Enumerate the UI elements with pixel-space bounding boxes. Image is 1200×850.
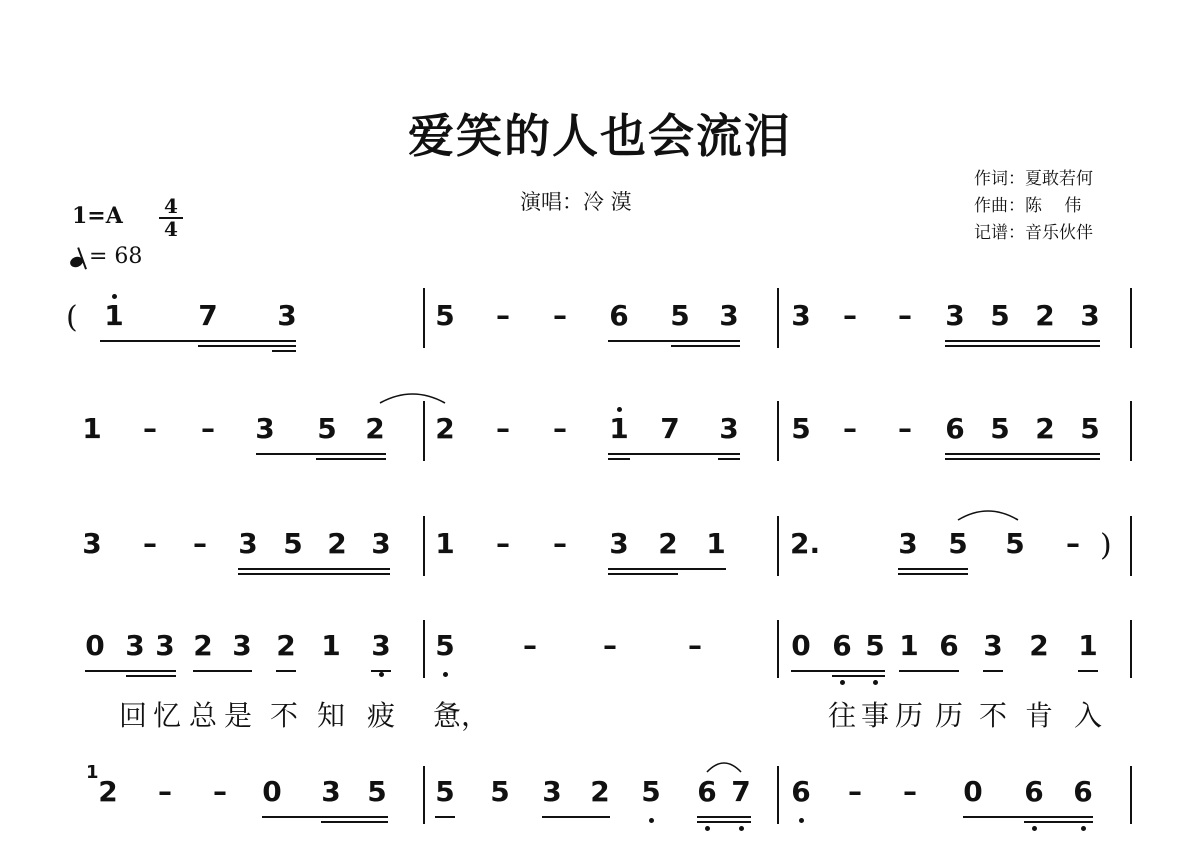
barline [777, 516, 779, 576]
jianpu-note: 0 [85, 629, 105, 662]
jianpu-note: 5 [435, 775, 455, 808]
jianpu-note: 5 [435, 299, 455, 332]
jianpu-note: 3 [371, 527, 391, 560]
jianpu-note: 3 [238, 527, 258, 560]
underline-beam [262, 816, 388, 818]
jianpu-note: – [903, 775, 917, 808]
jianpu-note: 3 [232, 629, 252, 662]
jianpu-note: – [523, 629, 537, 662]
jianpu-note: 3 [719, 299, 739, 332]
singer-credit: 演唱：冷 漠 [520, 190, 632, 214]
time-signature [158, 196, 184, 240]
meter-top: 4 [164, 194, 178, 218]
quarter-note-icon [69, 255, 85, 269]
lyric-char: 事 [861, 699, 890, 732]
underline-beam [697, 821, 751, 823]
jianpu-note: 2 [658, 527, 678, 560]
octave-dot-high [617, 407, 622, 412]
underline-beam [832, 675, 885, 677]
lyric-char: 惫， [433, 699, 490, 732]
octave-dot-low [739, 826, 744, 831]
underline-beam [272, 350, 296, 352]
jianpu-note: 3 [82, 527, 102, 560]
jianpu-note: 6 [939, 629, 959, 662]
jianpu-note: – [496, 527, 510, 560]
jianpu-note: 3 [898, 527, 918, 560]
jianpu-note: 1 [82, 412, 102, 445]
octave-dot-low [443, 672, 448, 677]
credits-block [974, 166, 1093, 247]
barline [1130, 766, 1132, 824]
underline-beam [608, 573, 678, 575]
meter-bottom: 4 [164, 217, 178, 241]
underline-beam [671, 345, 740, 347]
lyricist-credit: 作词：夏敢若何 [974, 169, 1093, 189]
jianpu-note: 5 [1080, 412, 1100, 445]
tempo-marking [70, 244, 142, 269]
octave-dot-low [379, 672, 384, 677]
underline-beam [608, 453, 740, 455]
underline-beam [697, 816, 751, 818]
jianpu-note: 1 [609, 412, 629, 445]
underline-beam [791, 670, 885, 672]
octave-dot-low [705, 826, 710, 831]
jianpu-note: 3 [791, 299, 811, 332]
lyric-char: 入 [1074, 699, 1103, 732]
underline-beam [963, 816, 1093, 818]
jianpu-note: 3 [371, 629, 391, 662]
lyric-char: 历 [895, 699, 924, 732]
jianpu-note: 2 [590, 775, 610, 808]
jianpu-note: – [843, 412, 857, 445]
lyric-char: 不 [270, 699, 299, 732]
jianpu-note: 2. [790, 527, 821, 560]
jianpu-note: – [496, 412, 510, 445]
jianpu-note: – [553, 299, 567, 332]
octave-dot-low [649, 818, 654, 823]
underline-beam [100, 340, 296, 342]
jianpu-note: – [213, 775, 227, 808]
underline-beam [435, 816, 455, 818]
jianpu-note: – [158, 775, 172, 808]
underline-beam [1024, 821, 1093, 823]
underline-beam [608, 340, 740, 342]
jianpu-note: 2 [1035, 412, 1055, 445]
octave-dot-low [799, 818, 804, 823]
jianpu-note: – [193, 527, 207, 560]
jianpu-note: 3 [983, 629, 1003, 662]
slur-tie [958, 506, 1018, 520]
barline [777, 401, 779, 461]
jianpu-note: 1 [321, 629, 341, 662]
jianpu-note: 2 [327, 527, 347, 560]
lyric-char: 肯 [1025, 699, 1054, 732]
song-title: 爱笑的人也会流泪 [408, 109, 792, 163]
jianpu-note: 5 [990, 299, 1010, 332]
octave-dot-high [112, 294, 117, 299]
jianpu-note: 3 [719, 412, 739, 445]
jianpu-note: 3 [945, 299, 965, 332]
underline-beam [321, 821, 388, 823]
jianpu-note: 2 [98, 775, 118, 808]
jianpu-note: 1 [1078, 629, 1098, 662]
jianpu-note: 0 [963, 775, 983, 808]
barline [777, 766, 779, 824]
composer-credit: 作曲：陈 伟 [974, 196, 1082, 216]
jianpu-note: 0 [262, 775, 282, 808]
jianpu-note: – [1066, 527, 1080, 560]
jianpu-note: 3 [609, 527, 629, 560]
jianpu-note: 3 [321, 775, 341, 808]
jianpu-note: 6 [1024, 775, 1044, 808]
jianpu-note: 5 [990, 412, 1010, 445]
slur-tie [380, 389, 445, 403]
jianpu-note: 3 [155, 629, 175, 662]
jianpu-note: – [843, 299, 857, 332]
jianpu-note: 6 [609, 299, 629, 332]
underline-beam [198, 345, 296, 347]
jianpu-note: 5 [317, 412, 337, 445]
underline-beam [542, 816, 610, 818]
jianpu-note: 3 [125, 629, 145, 662]
barline [423, 620, 425, 678]
jianpu-note: 7 [731, 775, 751, 808]
barline [1130, 516, 1132, 576]
underline-beam [898, 568, 968, 570]
underline-beam [608, 458, 630, 460]
barline [423, 516, 425, 576]
notation-credit: 记谱：音乐伙伴 [974, 223, 1093, 243]
underline-beam [898, 573, 968, 575]
barline [777, 288, 779, 348]
lyric-char: 不 [979, 699, 1008, 732]
jianpu-note: 6 [697, 775, 717, 808]
jianpu-note: – [603, 629, 617, 662]
jianpu-note: – [898, 412, 912, 445]
jianpu-note: 5 [1005, 527, 1025, 560]
lyric-char: 历 [935, 699, 964, 732]
barline [423, 401, 425, 461]
jianpu-note: 2 [193, 629, 213, 662]
underline-beam [316, 458, 386, 460]
jianpu-note: 5 [791, 412, 811, 445]
jianpu-note: 1 [899, 629, 919, 662]
underline-beam [983, 670, 1003, 672]
underline-beam [256, 453, 386, 455]
key-signature: 1=A [72, 203, 123, 229]
jianpu-note: – [553, 527, 567, 560]
jianpu-note: 2 [1035, 299, 1055, 332]
barline [1130, 288, 1132, 348]
barline [423, 766, 425, 824]
underline-beam [371, 670, 391, 672]
open-parenthesis: ( [66, 300, 78, 335]
jianpu-note: – [201, 412, 215, 445]
jianpu-note: 6 [1073, 775, 1093, 808]
underline-beam [276, 670, 296, 672]
jianpu-note: 3 [542, 775, 562, 808]
lyric-char: 知 [317, 699, 346, 732]
jianpu-note: 1 [435, 527, 455, 560]
underline-beam [899, 670, 959, 672]
lyric-char: 疲 [367, 699, 396, 732]
jianpu-note: 6 [832, 629, 852, 662]
jianpu-note: – [496, 299, 510, 332]
jianpu-note: 5 [670, 299, 690, 332]
lyric-char: 回 [119, 699, 148, 732]
jianpu-note: 5 [948, 527, 968, 560]
jianpu-note: 5 [435, 629, 455, 662]
octave-dot-low [840, 680, 845, 685]
underline-beam [238, 568, 390, 570]
barline [1130, 620, 1132, 678]
jianpu-note: 3 [255, 412, 275, 445]
jianpu-note: – [898, 299, 912, 332]
underline-beam [718, 458, 740, 460]
jianpu-note: 7 [660, 412, 680, 445]
lyric-char: 是 [224, 699, 253, 732]
underline-beam [945, 345, 1100, 347]
barline [1130, 401, 1132, 461]
underline-beam [238, 573, 390, 575]
jianpu-note: 5 [283, 527, 303, 560]
jianpu-note: 2 [435, 412, 455, 445]
octave-dot-low [1032, 826, 1037, 831]
jianpu-note: 6 [945, 412, 965, 445]
jianpu-note: 5 [865, 629, 885, 662]
jianpu-note: 1 [706, 527, 726, 560]
slur-tie [707, 758, 741, 772]
jianpu-note: 5 [641, 775, 661, 808]
jianpu-note: 1 [104, 299, 124, 332]
underline-beam [1078, 670, 1098, 672]
jianpu-note: – [688, 629, 702, 662]
grace-note: 1 [86, 762, 99, 783]
lyric-char: 忆 [153, 699, 182, 732]
jianpu-note: 3 [277, 299, 297, 332]
close-parenthesis: ) [1100, 528, 1112, 563]
jianpu-note: 5 [490, 775, 510, 808]
jianpu-note: 2 [276, 629, 296, 662]
octave-dot-low [1081, 826, 1086, 831]
underline-beam [85, 670, 176, 672]
jianpu-note: – [143, 412, 157, 445]
octave-dot-low [873, 680, 878, 685]
underline-beam [945, 340, 1100, 342]
jianpu-note: 3 [1080, 299, 1100, 332]
jianpu-note: 6 [791, 775, 811, 808]
lyric-char: 总 [189, 699, 218, 732]
underline-beam [126, 675, 176, 677]
underline-beam [193, 670, 252, 672]
tempo-value: = 68 [89, 244, 143, 269]
jianpu-note: 2 [1029, 629, 1049, 662]
jianpu-note: – [143, 527, 157, 560]
barline [423, 288, 425, 348]
jianpu-note: 5 [367, 775, 387, 808]
lyric-char: 往 [828, 699, 857, 732]
jianpu-note: – [553, 412, 567, 445]
jianpu-note: – [848, 775, 862, 808]
jianpu-note: 2 [365, 412, 385, 445]
underline-beam [608, 568, 726, 570]
jianpu-note: 7 [198, 299, 218, 332]
barline [777, 620, 779, 678]
underline-beam [945, 453, 1100, 455]
jianpu-note: 0 [791, 629, 811, 662]
underline-beam [945, 458, 1100, 460]
